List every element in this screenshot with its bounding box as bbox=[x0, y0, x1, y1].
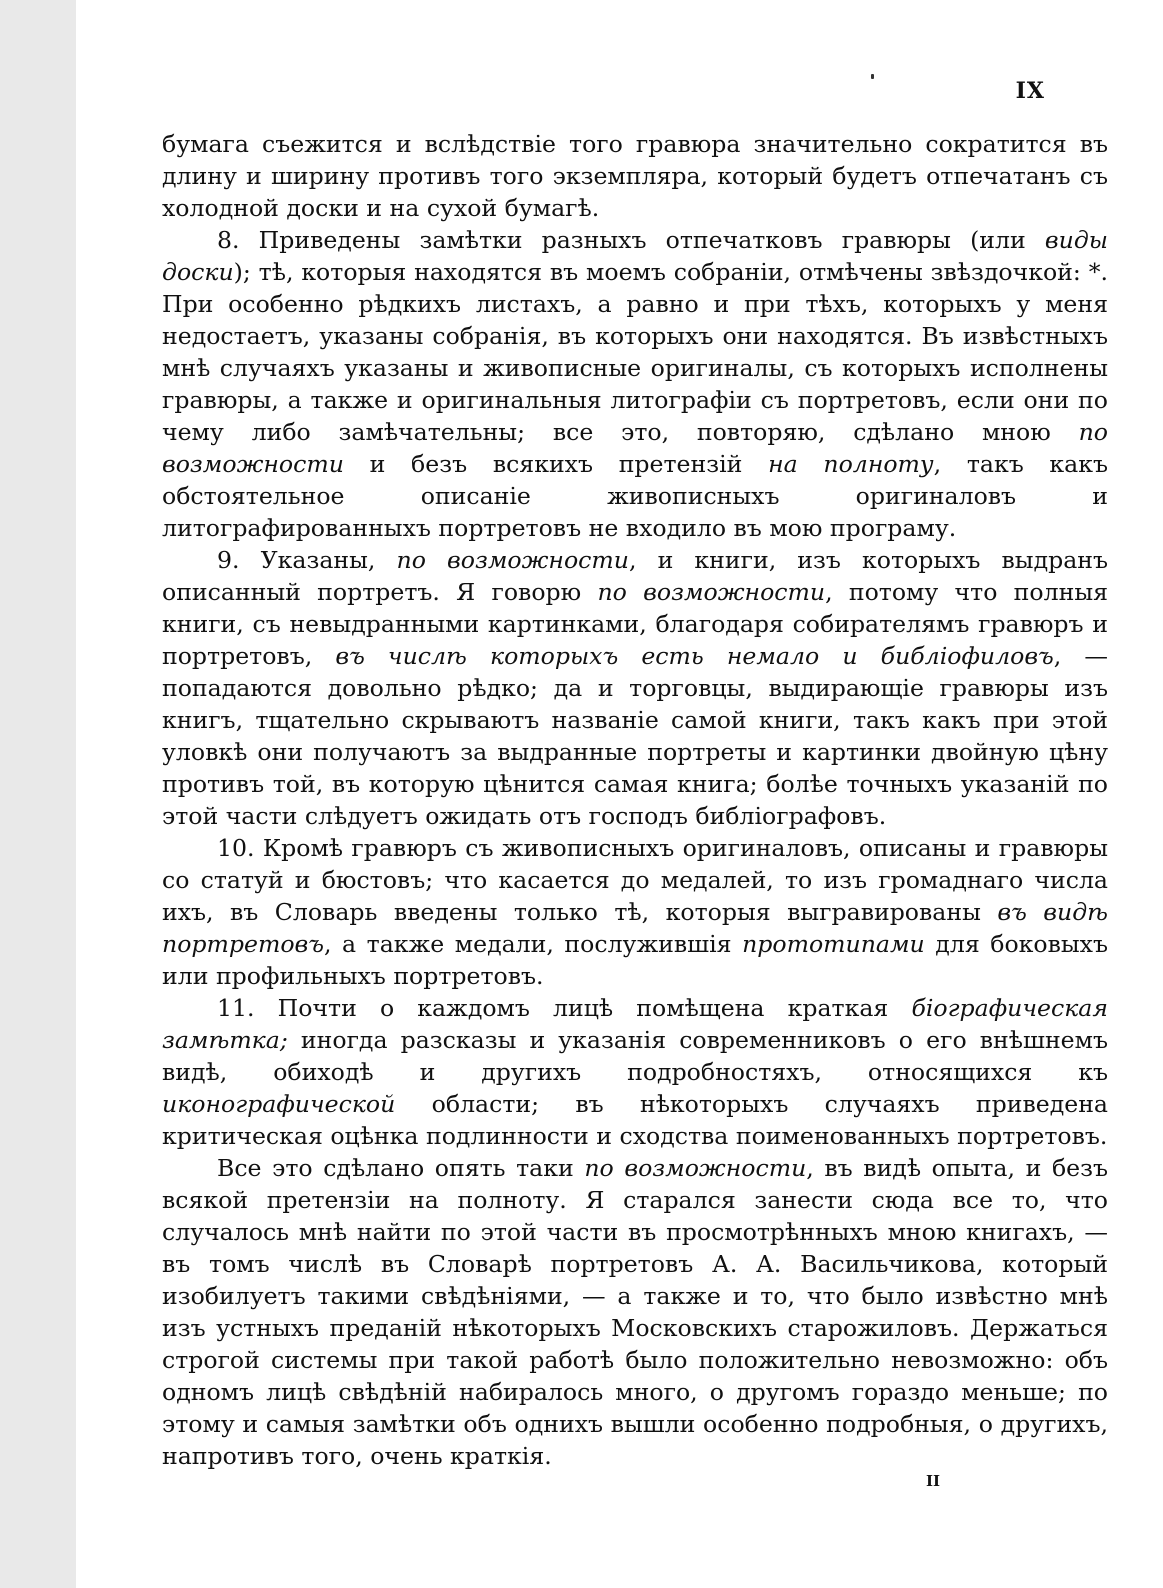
text-run: 11. Почти о каждомъ лицѣ помѣщена краткая bbox=[217, 994, 912, 1022]
italic-run: прототипами bbox=[742, 930, 925, 958]
text-run: , въ видѣ опыта, и безъ всякой претензіи на полноту. Я старался занести сюда все то, что случалось мнѣ найти по этой части въ просмотрѣнныхъ мною книгахъ, — въ томъ числѣ въ Словарѣ портретовъ А. А. Васильчикова, который изобилуетъ такими свѣдѣніями, — а также и то, что было извѣстно мнѣ изъ устныхъ преданій нѣкоторыхъ Московскихъ старожиловъ. Держаться строгой системы при такой работѣ было положительно невозможно: объ одномъ лицѣ свѣдѣній набиралось много, о другомъ гораздо меньше; по этому и самыя замѣтки объ однихъ вышли особенно подробныя, о другихъ, напротивъ того, очень краткія. bbox=[162, 1154, 1108, 1470]
italic-run: біографическая замѣтка; bbox=[162, 994, 1108, 1054]
italic-run: по возможности bbox=[584, 1154, 807, 1182]
paragraph-item-8 bbox=[162, 224, 1108, 544]
paragraph-item-9 bbox=[162, 544, 1108, 832]
text-run: , такъ какъ обстоятельное описаніе живописныхъ оригиналовъ и литографированныхъ портретовъ не входило въ мою програму. bbox=[162, 450, 1108, 542]
text-run: Все это сдѣлано опять таки bbox=[217, 1154, 585, 1182]
text-run: ); тѣ, которыя находятся въ моемъ собраніи, отмѣчены звѣздочкой: *. При особенно рѣдкихъ листахъ, а равно и при тѣхъ, которыхъ у меня недостаетъ, указаны собранія, въ которыхъ они находятся. Въ извѣстныхъ мнѣ случаяхъ указаны и живописные оригиналы, съ которыхъ исполнены гравюры, а также и оригинальныя литографіи съ портретовъ, если они по чему либо замѣчательны; все это, повторяю, сдѣлано мною bbox=[162, 258, 1108, 446]
italic-run: въ числѣ которыхъ есть немало и библіофиловъ bbox=[335, 642, 1054, 670]
text-run: , — попадаются довольно рѣдко; да и торговцы, выдирающіе гравюры изъ книгъ, тщательно скрываютъ названіе самой книги, такъ какъ при этой уловкѣ они получаютъ за выдранные портреты и картинки двойную цѣну противъ той, въ которую цѣнится самая книга; болѣе точныхъ указаній по этой части слѣдуетъ ожидать отъ господъ библіографовъ. bbox=[162, 642, 1109, 830]
italic-run: по возможности bbox=[396, 546, 629, 574]
italic-run: на полноту bbox=[768, 450, 934, 478]
book-page bbox=[76, 0, 1163, 1588]
signature-mark: II bbox=[926, 1472, 941, 1490]
text-run: 10. Кромѣ гравюръ съ живописныхъ оригиналовъ, описаны и гравюры со статуй и бюстовъ; что касается до медалей, то изъ громаднаго числа ихъ, въ Словарь введены только тѣ, которыя выгравированы bbox=[162, 834, 1108, 926]
paragraph-item-10 bbox=[162, 832, 1108, 992]
text-run: , и книги, изъ которыхъ выдранъ описанный портретъ. Я говорю bbox=[162, 546, 1109, 606]
text-run: для боковыхъ или профильныхъ портретовъ. bbox=[162, 930, 1108, 990]
page-body bbox=[162, 128, 1108, 1472]
text-run: 9. Указаны, bbox=[217, 546, 397, 574]
text-run: иногда разсказы и указанія современниковъ о его внѣшнемъ видѣ, обиходѣ и другихъ подробностяхъ, относящихся къ bbox=[162, 1026, 1108, 1086]
text-run: 8. Приведены замѣтки разныхъ отпечатковъ гравюры (или bbox=[217, 226, 1045, 254]
page-number: IX bbox=[1015, 78, 1045, 104]
print-speck bbox=[871, 74, 874, 79]
paragraph-closing bbox=[162, 1152, 1108, 1472]
text-run: и безъ всякихъ претензій bbox=[343, 450, 769, 478]
italic-run: иконографической bbox=[162, 1090, 396, 1118]
paragraph-item-11 bbox=[162, 992, 1108, 1152]
paragraph-continuation bbox=[162, 128, 1108, 224]
text-run: , а также медали, послужившія bbox=[323, 930, 743, 958]
text-run: области; въ нѣкоторыхъ случаяхъ приведена критическая оцѣнка подлинности и сходства поименованныхъ портретовъ. bbox=[162, 1090, 1108, 1150]
italic-run: въ видѣ портретовъ bbox=[162, 898, 1109, 958]
italic-run: по возможности bbox=[597, 578, 826, 606]
italic-run: виды доски bbox=[162, 226, 1108, 286]
text-run: , потому что полныя книги, съ невыдранными картинками, благодаря собирателямъ гравюръ и портретовъ, bbox=[162, 578, 1108, 670]
italic-run: по возможности bbox=[162, 418, 1108, 478]
text-run: бумага съежится и вслѣдствіе того гравюра значительно сократится въ длину и ширину противъ того экземпляра, который будетъ отпечатанъ съ холодной доски и на сухой бумагѣ. bbox=[162, 130, 1108, 222]
